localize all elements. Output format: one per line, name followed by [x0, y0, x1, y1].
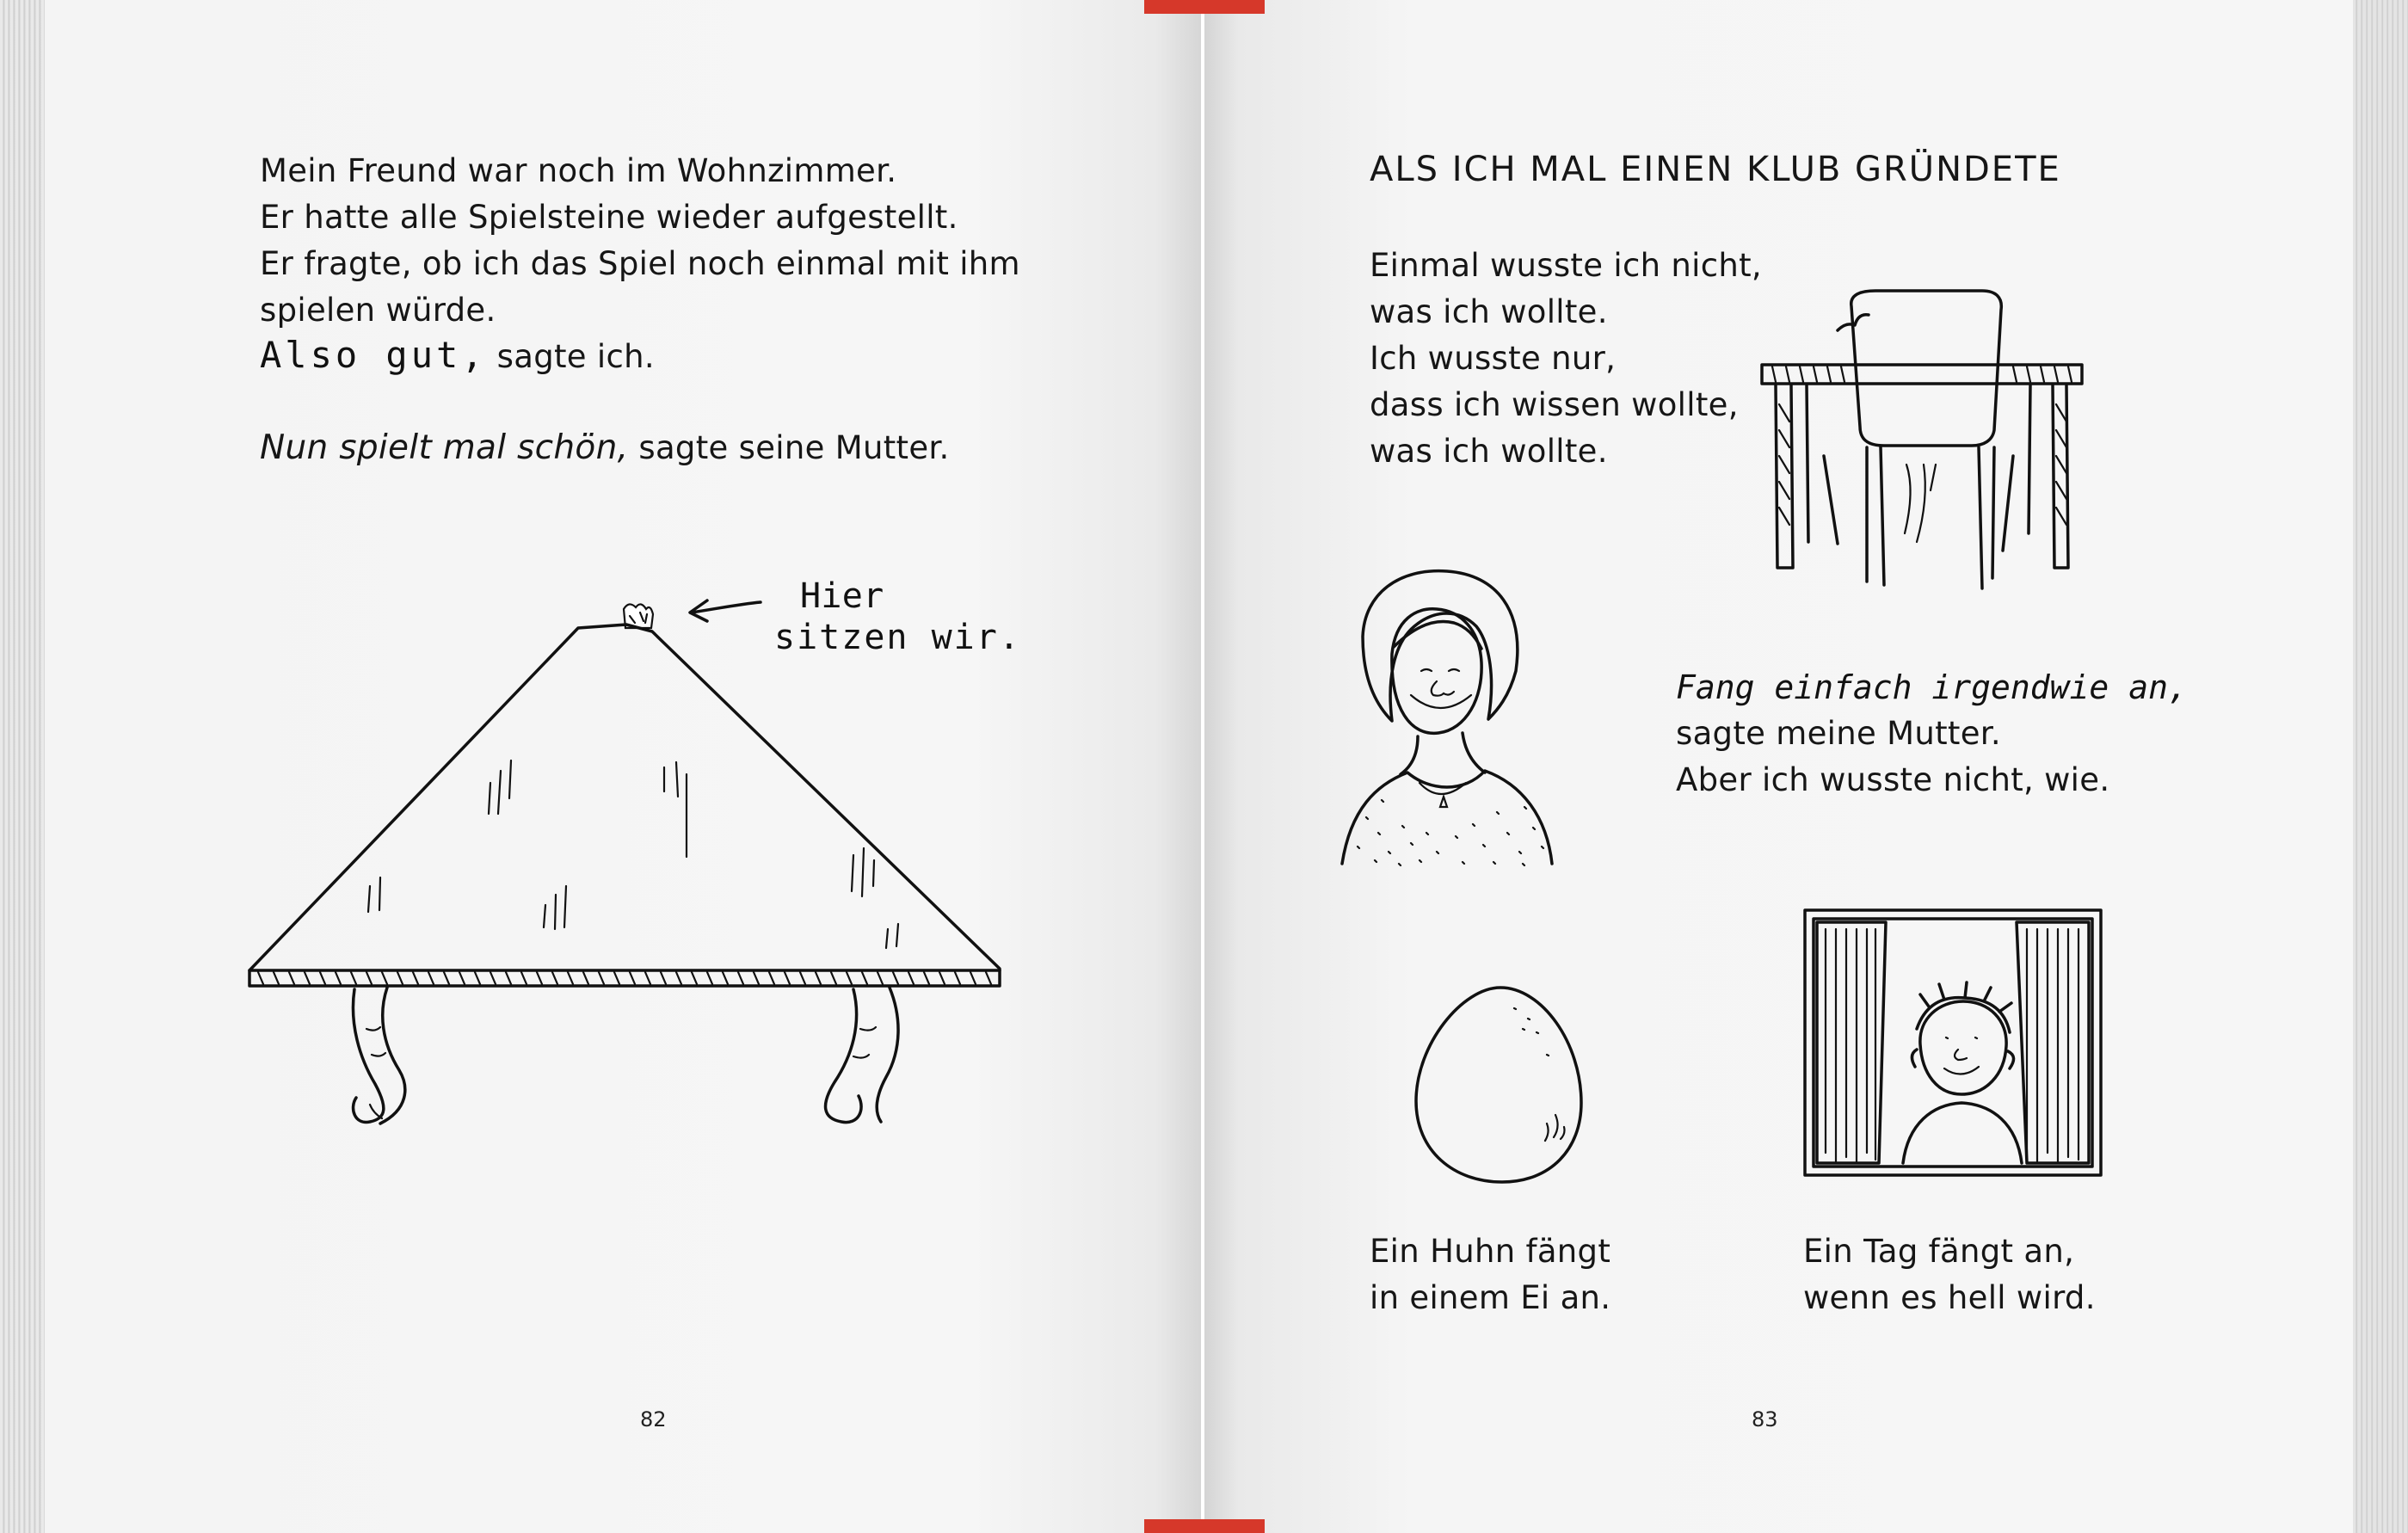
italic-quote: Nun spielt mal schön, [260, 428, 629, 467]
speech-tag: sagte ich. [496, 338, 655, 375]
text-line: Mein Freund war noch im Wohnzimmer. [260, 152, 897, 189]
egg-caption-line: Ein Huhn fängt [1370, 1233, 1611, 1270]
text-line: dass ich wissen wollte, [1370, 386, 1739, 423]
right-leg [826, 988, 899, 1123]
spine-bookmark-bottom [1144, 1519, 1265, 1533]
text-line: Aber ich wusste nicht, wie. [1676, 761, 2110, 798]
arrow-icon [690, 600, 761, 621]
text-line: Er hatte alle Spielsteine wieder aufgestellt. [260, 199, 958, 236]
page-number: 82 [640, 1407, 667, 1431]
wood-grain [368, 760, 898, 948]
right-page-edges [2353, 0, 2408, 1533]
left-page-edges [0, 0, 45, 1533]
right-illustrations [1204, 0, 2353, 1533]
spine-bookmark-top [1144, 0, 1265, 14]
day-caption-line: wenn es hell wird. [1803, 1279, 2096, 1316]
text-line: was ich wollte. [1370, 433, 1608, 470]
egg-illustration [1416, 988, 1581, 1182]
text-line: sagte meine Mutter. [1676, 715, 2001, 752]
speech-tag: sagte seine Mutter. [638, 429, 950, 466]
text-line: Er fragte, ob ich das Spiel noch einmal mit ihm [260, 245, 1020, 282]
left-leg [353, 988, 404, 1124]
chapter-title: ALS ICH MAL EINEN KLUB GRÜNDETE [1370, 150, 2061, 189]
curtain-hatching [1826, 929, 2079, 1161]
triangle-table-illustration [45, 0, 1201, 1533]
annotation-hier: Hier [800, 576, 884, 616]
mother-handwritten-quote: Fang einfach irgendwie an, [1676, 668, 2188, 706]
chair-table-illustration [1762, 291, 2082, 588]
annotation-sitzen-wir: sitzen wir. [774, 618, 1021, 657]
window-boy-illustration [1805, 910, 2101, 1175]
table-edge-hatching [258, 972, 991, 984]
text-line: spielen würde. [260, 292, 496, 329]
page-number: 83 [1752, 1407, 1778, 1431]
egg-caption-line: in einem Ei an. [1370, 1279, 1611, 1316]
handwritten-quote: Also gut, [260, 334, 487, 376]
mother-portrait-illustration [1342, 571, 1552, 865]
text-line: Ich wusste nur, [1370, 340, 1617, 377]
text-line: Einmal wusste ich nicht, [1370, 247, 1762, 284]
right-page [1204, 0, 2353, 1533]
dress-dots [1358, 800, 1543, 865]
left-page [45, 0, 1201, 1533]
text-line: was ich wollte. [1370, 293, 1608, 330]
day-caption-line: Ein Tag fängt an, [1803, 1233, 2075, 1270]
